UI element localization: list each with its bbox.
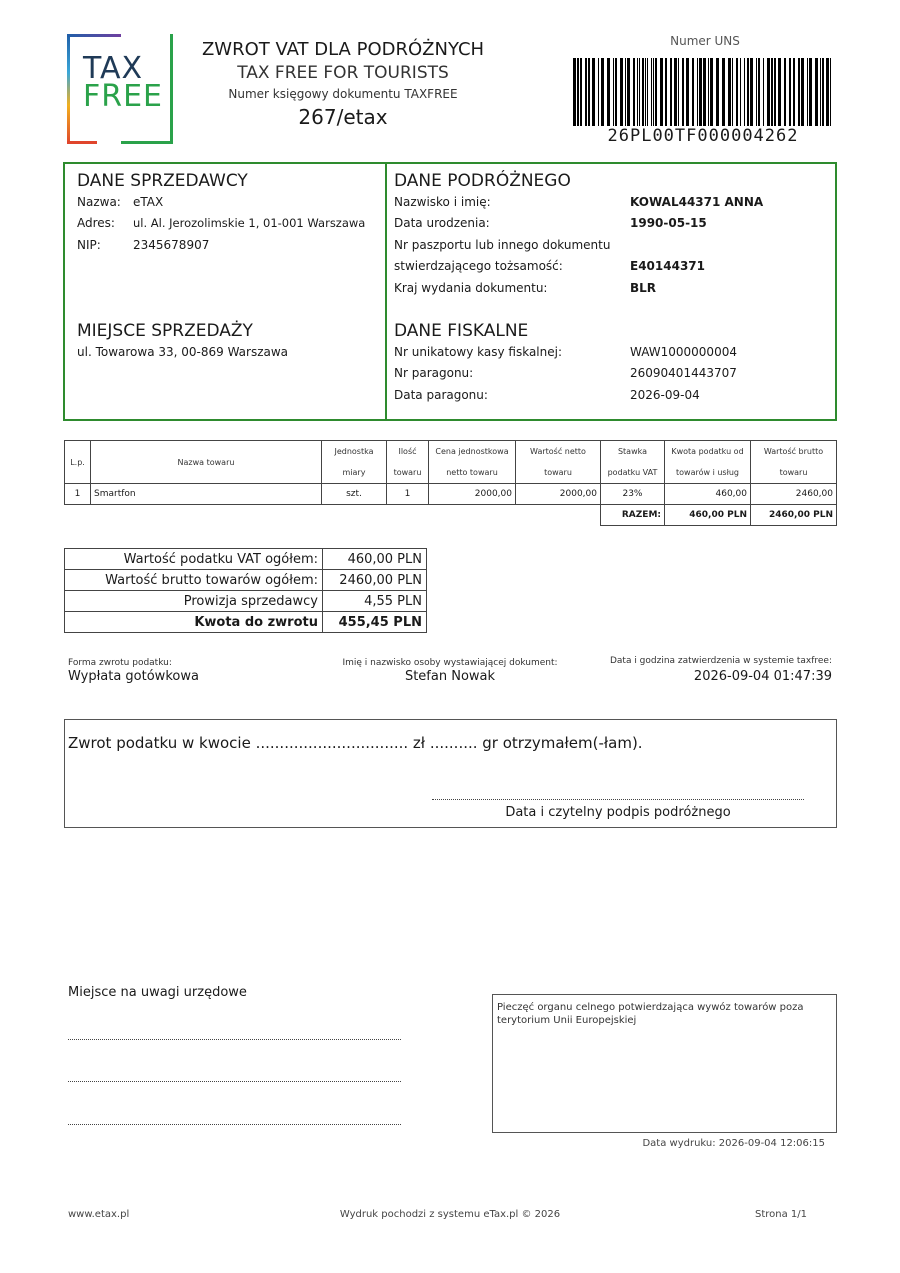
fiscal-date: 2026-09-04 <box>630 388 700 402</box>
barcode-bar <box>815 58 818 126</box>
barcode-bar <box>660 58 663 126</box>
seller-address: ul. Al. Jerozolimskie 1, 01-001 Warszawa <box>133 216 366 230</box>
cell-name: Smartfon <box>91 484 322 505</box>
approval-datetime: 2026-09-04 01:47:39 <box>693 669 832 684</box>
doc-number: 267/etax <box>298 105 388 129</box>
signature-label: Data i czytelny podpis podróżnego <box>505 805 731 820</box>
logo-tax-text: TAX <box>83 51 144 86</box>
col-header-vat-amount: Kwota podatku od towarów i usług <box>665 441 751 484</box>
barcode-bar <box>784 58 786 126</box>
refund-form: Wypłata gotówkowa <box>68 669 199 684</box>
col-header-net: Wartość netto towaru <box>516 441 601 484</box>
issuer-label: Imię i nazwisko osoby wystawiającej dokument: <box>342 658 558 668</box>
total-label: RAZEM: <box>601 505 665 526</box>
uns-barcode <box>573 58 833 126</box>
barcode-bar <box>601 58 604 126</box>
col-header-qty: Ilość towaru <box>387 441 429 484</box>
barcode-bar <box>716 58 719 126</box>
footer-website: www.etax.pl <box>68 1209 130 1220</box>
refund-form-label: Forma zwrotu podatku: <box>68 658 172 668</box>
traveler-name-label: Nazwisko i imię: <box>394 195 491 209</box>
summary-value: 2460,00 PLN <box>323 570 427 591</box>
barcode-bar <box>771 58 773 126</box>
barcode-bar <box>740 58 741 126</box>
barcode-bar <box>598 58 599 126</box>
uns-number: 26PL00TF000004262 <box>607 126 799 146</box>
cell-unit-price: 2000,00 <box>429 484 516 505</box>
summary-value: 4,55 PLN <box>323 591 427 612</box>
traveler-country: BLR <box>630 281 657 295</box>
barcode-bar <box>692 58 694 126</box>
fiscal-register-label: Nr unikatowy kasy fiskalnej: <box>394 345 562 359</box>
barcode-bar <box>756 58 757 126</box>
barcode-bar <box>655 58 657 126</box>
traveler-passport-label-1: Nr paszportu lub innego dokumentu <box>394 238 611 252</box>
summary-table <box>64 548 427 633</box>
barcode-bar <box>639 58 640 126</box>
doc-number-label: Numer księgowy dokumentu TAXFREE <box>228 87 458 101</box>
barcode-bar <box>580 58 582 126</box>
goods-total-row <box>65 505 837 526</box>
barcode-bar <box>625 58 626 126</box>
barcode-bar <box>678 58 679 126</box>
barcode-bar <box>798 58 800 126</box>
goods-header-row <box>65 441 837 484</box>
traveler-name: KOWAL44371 ANNA <box>630 195 764 209</box>
place-address: ul. Towarowa 33, 00-869 Warszawa <box>77 345 289 359</box>
seller-nip: 2345678907 <box>133 238 210 252</box>
traveler-heading: DANE PODRÓŻNEGO <box>394 171 571 191</box>
summary-label: Wartość podatku VAT ogółem: <box>65 549 323 570</box>
remarks-line <box>68 1081 401 1082</box>
summary-label: Wartość brutto towarów ogółem: <box>65 570 323 591</box>
barcode-bar <box>744 58 745 126</box>
barcode-bar <box>620 58 623 126</box>
barcode-bar <box>627 58 630 126</box>
barcode-bar <box>670 58 672 126</box>
col-header-lp: L.p. <box>65 441 91 484</box>
barcode-bar <box>651 58 652 126</box>
issuer-name: Stefan Nowak <box>404 669 496 684</box>
barcode-bar <box>793 58 795 126</box>
summary-row <box>65 612 427 633</box>
barcode-bar <box>647 58 648 126</box>
col-header-name: Nazwa towaru <box>91 441 322 484</box>
traveler-dob: 1990-05-15 <box>630 216 707 230</box>
barcode-bar <box>710 58 713 126</box>
refund-text: Zwrot podatku w kwocie ................................ zł .......... gr otrzymałem(-łam). <box>68 734 643 752</box>
summary-value: 460,00 PLN <box>323 549 427 570</box>
table-row <box>65 484 837 505</box>
total-gross: 2460,00 PLN <box>751 505 837 526</box>
barcode-bar <box>665 58 667 126</box>
document-title-block <box>190 38 496 130</box>
seller-name: eTAX <box>133 195 164 209</box>
traveler-dob-label: Data urodzenia: <box>394 216 490 230</box>
cell-unit: szt. <box>322 484 387 505</box>
cell-vat-rate: 23% <box>601 484 665 505</box>
cell-qty: 1 <box>387 484 429 505</box>
traveler-passport-label-2: stwierdzającego tożsamość: <box>394 259 563 273</box>
barcode-bar <box>592 58 595 126</box>
footer-page: Strona 1/1 <box>754 1209 807 1220</box>
traveler-passport: E40144371 <box>630 259 705 273</box>
barcode-bar <box>637 58 638 126</box>
summary-row <box>65 549 427 570</box>
summary-row <box>65 570 427 591</box>
fiscal-date-label: Data paragonu: <box>394 388 488 402</box>
approval-label: Data i godzina zatwierdzenia w systemie taxfree: <box>609 656 832 666</box>
barcode-bar <box>820 58 821 126</box>
summary-label: Kwota do zwrotu <box>65 612 323 633</box>
seller-name-label: Nazwa: <box>77 195 121 209</box>
barcode-bar <box>809 58 812 126</box>
taxfree-logo <box>67 34 173 144</box>
barcode-bar <box>774 58 776 126</box>
barcode-bar <box>767 58 770 126</box>
summary-label: Prowizja sprzedawcy <box>65 591 323 612</box>
barcode-bar <box>699 58 702 126</box>
cell-vat-amount: 460,00 <box>665 484 751 505</box>
traveler-country-label: Kraj wydania dokumentu: <box>394 281 548 295</box>
remarks-line <box>68 1124 401 1125</box>
cell-lp: 1 <box>65 484 91 505</box>
uns-label: Numer UNS <box>670 34 740 48</box>
footer-source: Wydruk pochodzi z systemu eTax.pl © 2026 <box>339 1209 561 1220</box>
title-en: TAX FREE FOR TOURISTS <box>237 63 449 83</box>
fiscal-receipt: 26090401443707 <box>630 366 737 380</box>
barcode-bar <box>758 58 760 126</box>
seller-heading: DANE SPRZEDAWCY <box>77 171 248 191</box>
barcode-bar <box>747 58 749 126</box>
parties-divider <box>385 162 387 421</box>
place-heading: MIEJSCE SPRZEDAŻY <box>77 321 253 341</box>
col-header-unit: Jednostka miary <box>322 441 387 484</box>
remarks-line <box>68 1039 401 1040</box>
fiscal-heading: DANE FISKALNE <box>394 321 529 341</box>
barcode-bar <box>585 58 587 126</box>
barcode-bar <box>615 58 617 126</box>
logo-free-text: FREE <box>83 79 164 114</box>
barcode-bar <box>607 58 610 126</box>
customs-stamp-text: Pieczęć organu celnego potwierdzająca wywóz towarów poza terytorium Unii Europejskiej <box>497 1002 804 1026</box>
barcode-bar <box>703 58 706 126</box>
fiscal-register: WAW1000000004 <box>630 345 737 359</box>
barcode-bar <box>708 58 709 126</box>
summary-row <box>65 591 427 612</box>
barcode-bar <box>577 58 579 126</box>
barcode-bar <box>801 58 804 126</box>
barcode-bar <box>682 58 684 126</box>
barcode-bar <box>736 58 738 126</box>
remarks-title: Miejsce na uwagi urzędowe <box>68 985 247 1000</box>
cell-net: 2000,00 <box>516 484 601 505</box>
barcode-bar <box>653 58 654 126</box>
total-vat: 460,00 PLN <box>665 505 751 526</box>
col-header-gross: Wartość brutto towaru <box>751 441 837 484</box>
cell-gross: 2460,00 <box>751 484 837 505</box>
barcode-bar <box>778 58 781 126</box>
seller-nip-label: NIP: <box>77 238 101 252</box>
barcode-bar <box>732 58 733 126</box>
goods-table <box>64 440 837 526</box>
col-header-vat-rate: Stawka podatku VAT <box>601 441 665 484</box>
barcode-bar <box>645 58 646 126</box>
fiscal-receipt-label: Nr paragonu: <box>394 366 474 380</box>
barcode-bar <box>573 58 576 126</box>
barcode-bar <box>613 58 614 126</box>
barcode-bar <box>633 58 635 126</box>
barcode-bar <box>807 58 808 126</box>
barcode-bar <box>789 58 791 126</box>
barcode-bar <box>763 58 764 126</box>
barcode-bar <box>830 58 831 126</box>
barcode-bar <box>722 58 725 126</box>
seller-address-label: Adres: <box>77 216 115 230</box>
signature-line <box>432 799 804 800</box>
barcode-bar <box>697 58 698 126</box>
title-pl: ZWROT VAT DLA PODRÓŻNYCH <box>201 39 485 60</box>
barcode-bar <box>750 58 753 126</box>
barcode-bar <box>642 58 644 126</box>
barcode-bar <box>822 58 824 126</box>
barcode-bar <box>588 58 590 126</box>
summary-value: 455,45 PLN <box>323 612 427 633</box>
barcode-bar <box>674 58 677 126</box>
barcode-bar <box>686 58 689 126</box>
col-header-unit-price: Cena jednostkowa netto towaru <box>429 441 516 484</box>
barcode-bar <box>826 58 829 126</box>
print-date: Data wydruku: 2026-09-04 12:06:15 <box>642 1138 825 1149</box>
barcode-bar <box>728 58 731 126</box>
